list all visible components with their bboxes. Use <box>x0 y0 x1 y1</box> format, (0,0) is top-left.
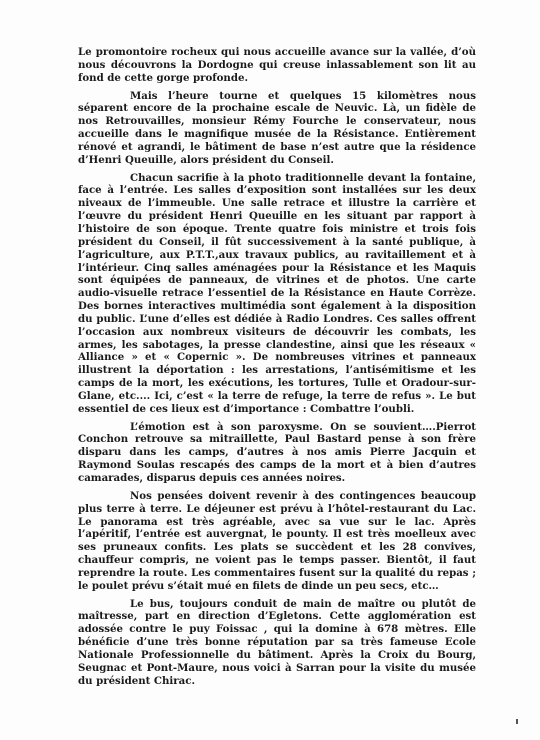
paragraph-promontoire: Le promontoire rocheux qui nous accueille avance sur la vallée, d’où nous découvrons la Dordogne qui creuse inlassablement son lit au fond de cette gorge profonde. <box>78 46 476 84</box>
body-text <box>78 46 476 693</box>
paragraph-dejeuner: Nos pensées doivent revenir à des contingences beaucoup plus terre à terre. Le déjeuner est prévu à l’hôtel-restaurant du Lac. Le panorama est très agréable, avec sa vue sur le lac. Après l’apéritif, l’entrée est auvergnat, le pounty. Il est très moelleux avec ses pruneaux confits. Les plats se succèdent et les 28 convives, chauffeur compris, ne voient pas le temps passer. Bientôt, il faut reprendre la route. Les commentaires fusent sur la qualité du repas ; le poulet prévu s’était mué en filets de dinde un peu secs, etc… <box>78 489 476 592</box>
paragraph-bus: Le bus, toujours conduit de main de maître ou plutôt de maîtresse, part en direction d’Egletons. Cette agglomération est adossée contre le puy Foissac , qui la domine à 678 mètres. Elle bénéficie d’une très bonne réputation par sa très fameuse Ecole Nationale Professionnelle du bâtiment. Après la Croix du Bourg, Seugnac et Pont-Maure, nous voici à Sarran pour la visite du musée du président Chirac. <box>78 597 476 687</box>
paragraph-neuvic: Mais l’heure tourne et quelques 15 kilomètres nous séparent encore de la prochaine escale de Neuvic. Là, un fidèle de nos Retrouvailles, monsieur Rémy Fourche le conservateur, nous accueille dans le magnifique musée de la Résistance. Entièrement rénové et agrandi, le bâtiment de base n’est autre que la résidence d’Henri Queuille, alors président du Conseil. <box>78 89 476 166</box>
scan-mark <box>516 719 518 724</box>
paragraph-emotion: L’émotion est à son paroxysme. On se souvient….Pierrot Conchon retrouve sa mitraillette, Paul Bastard pense à son frère disparu dans les camps, d’autres à nos amis Pierre Jacquin et Raymond Soulas rescapés des camps de la mort et à bien d’autres camarades, disparus depuis ces années noires. <box>78 420 476 484</box>
paragraph-musee: Chacun sacrifie à la photo traditionnelle devant la fontaine, face à l’entrée. Les salles d’exposition sont installées sur les deux niveaux de l’immeuble. Une salle retrace et illustre la carrière et l’œuvre du président Henri Queuille en les situant par rapport à l’histoire de son époque. Trente quatre fois ministre et trois fois président du Conseil, il fût successivement à la santé publique, à l’agriculture, aux P.T.T.,aux travaux publics, au ravitaillement et à l’intérieur. Cinq salles aménagées pour la Résistance et les Maquis sont équipées de panneaux, de vitrines et de photos. Une carte audio-visuelle retrace l’essentiel de la Résistance en Haute Corrèze. Des bornes interactives multimédia sont également à la disposition du public. L’une d’elles est dédiée à Radio Londres. Ces salles offrent l’occasion aux nombreux visiteurs de découvrir les combats, les armes, les sabotages, la presse clandestine, ainsi que les réseaux « Alliance » et « Copernic ». De nombreuses vitrines et panneaux illustrent la déportation : les arrestations, l’antisémitisme et les camps de la mort, les exécutions, les tortures, Tulle et Oradour-sur-Glane, etc.... Ici, c’est « la terre de refuge, la terre de refus ». Le but essentiel de ces lieux est d’importance : Combattre l’oubli. <box>78 171 476 415</box>
